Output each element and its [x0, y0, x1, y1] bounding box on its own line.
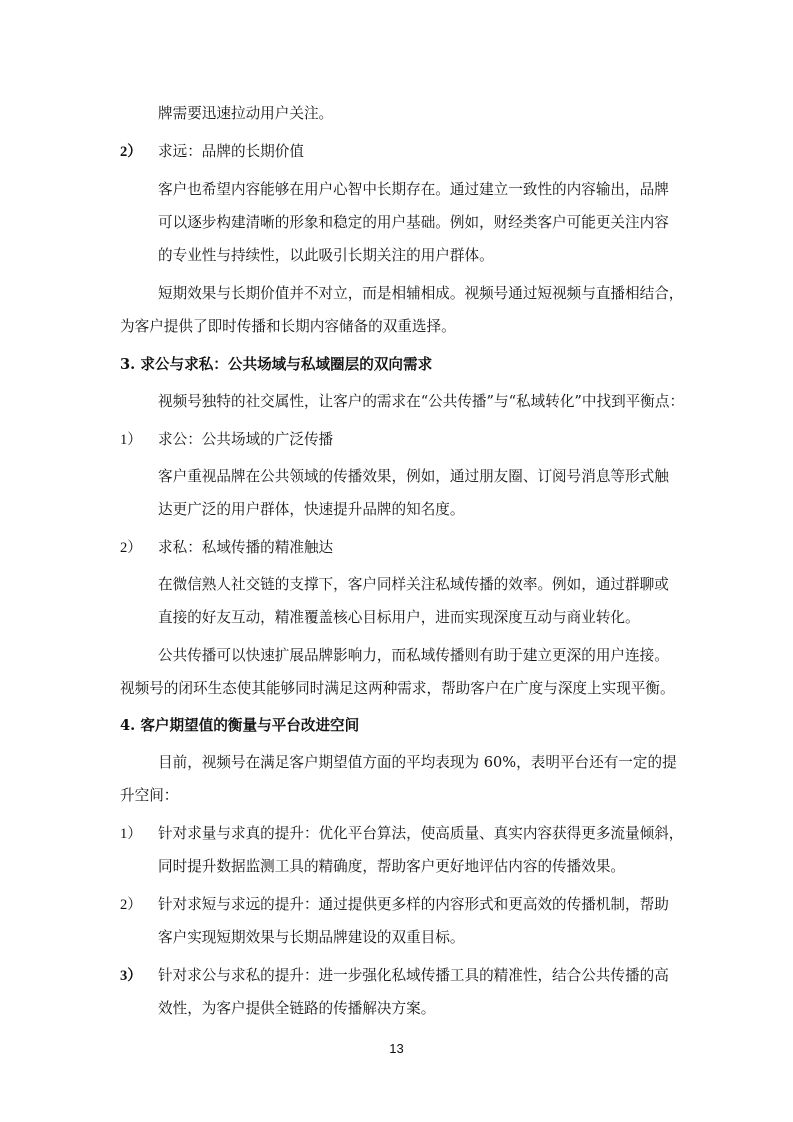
list-marker: 2）: [120, 897, 142, 913]
paragraph-line: 客户也希望内容能够在用户心智中长期存在。通过建立一致性的内容输出，品牌: [158, 181, 669, 198]
paragraph-line: 的专业性与持续性，以此吸引长期关注的用户群体。: [158, 247, 494, 264]
paragraph-line: 客户重视品牌在公共领域的传播效果，例如，通过朋友圈、订阅号消息等形式触: [158, 468, 669, 485]
list-marker: 1）: [120, 432, 142, 448]
paragraph-line: 升空间：: [120, 787, 179, 804]
paragraph-line: 直接的好友互动，精准覆盖核心目标用户，进而实现深度互动与商业转化。: [158, 609, 640, 626]
section-heading: 4. 客户期望值的衡量与平台改进空间: [120, 717, 360, 734]
paragraph-line: 为客户提供了即时传播和长期内容储备的双重选择。: [120, 318, 456, 335]
list-item-text: 针对求量与求真的提升：优化平台算法，使高质量、真实内容获得更多流量倾斜，: [158, 825, 684, 842]
paragraph-line: 可以逐步构建清晰的形象和稳定的用户基础。例如，财经类客户可能更关注内容: [158, 214, 669, 231]
list-item-text: 客户实现短期效果与长期品牌建设的双重目标。: [158, 929, 465, 946]
paragraph-line: 短期效果与长期价值并不对立，而是相辅相成。视频号通过短视频与直播相结合，: [158, 285, 684, 302]
list-item-text: 效性，为客户提供全链路的传播解决方案。: [158, 1000, 436, 1017]
page-number: 13: [389, 1041, 404, 1056]
paragraph-line: 公共传播可以快速扩展品牌影响力，而私域传播则有助于建立更深的用户连接。: [158, 647, 669, 664]
list-item-text: 针对求公与求私的提升：进一步强化私域传播工具的精准性，结合公共传播的高: [158, 967, 669, 984]
list-item-text: 同时提升数据监测工具的精确度，帮助客户更好地评估内容的传播效果。: [158, 858, 626, 875]
paragraph-line: 视频号独特的社交属性，让客户的需求在“公共传播”与“私域转化”中找到平衡点：: [158, 393, 685, 410]
list-item-heading: 求远：品牌的长期价值: [158, 143, 304, 160]
list-item-heading: 求公：公共场域的广泛传播: [158, 431, 334, 448]
paragraph-line: 目前，视频号在满足客户期望值方面的平均表现为 60%，表明平台还有一定的提: [158, 754, 677, 771]
paragraph-line: 达更广泛的用户群体，快速提升品牌的知名度。: [158, 501, 465, 518]
list-item-text: 针对求短与求远的提升：通过提供更多样的内容形式和更高效的传播机制，帮助: [158, 896, 669, 913]
list-marker: 3）: [120, 968, 142, 984]
section-heading: 3. 求公与求私：公共场域与私域圈层的双向需求: [120, 356, 433, 373]
paragraph-line: 视频号的闭环生态使其能够同时满足这两种需求，帮助客户在广度与深度上实现平衡。: [120, 680, 675, 697]
paragraph-line: 在微信熟人社交链的支撑下，客户同样关注私域传播的效率。例如，通过群聊或: [158, 576, 669, 593]
list-marker: 2）: [120, 144, 142, 160]
list-item-heading: 求私：私域传播的精准触达: [158, 539, 334, 556]
list-marker: 1）: [120, 826, 142, 842]
list-marker: 2）: [120, 540, 142, 556]
paragraph-line: 牌需要迅速拉动用户关注。: [158, 105, 334, 122]
